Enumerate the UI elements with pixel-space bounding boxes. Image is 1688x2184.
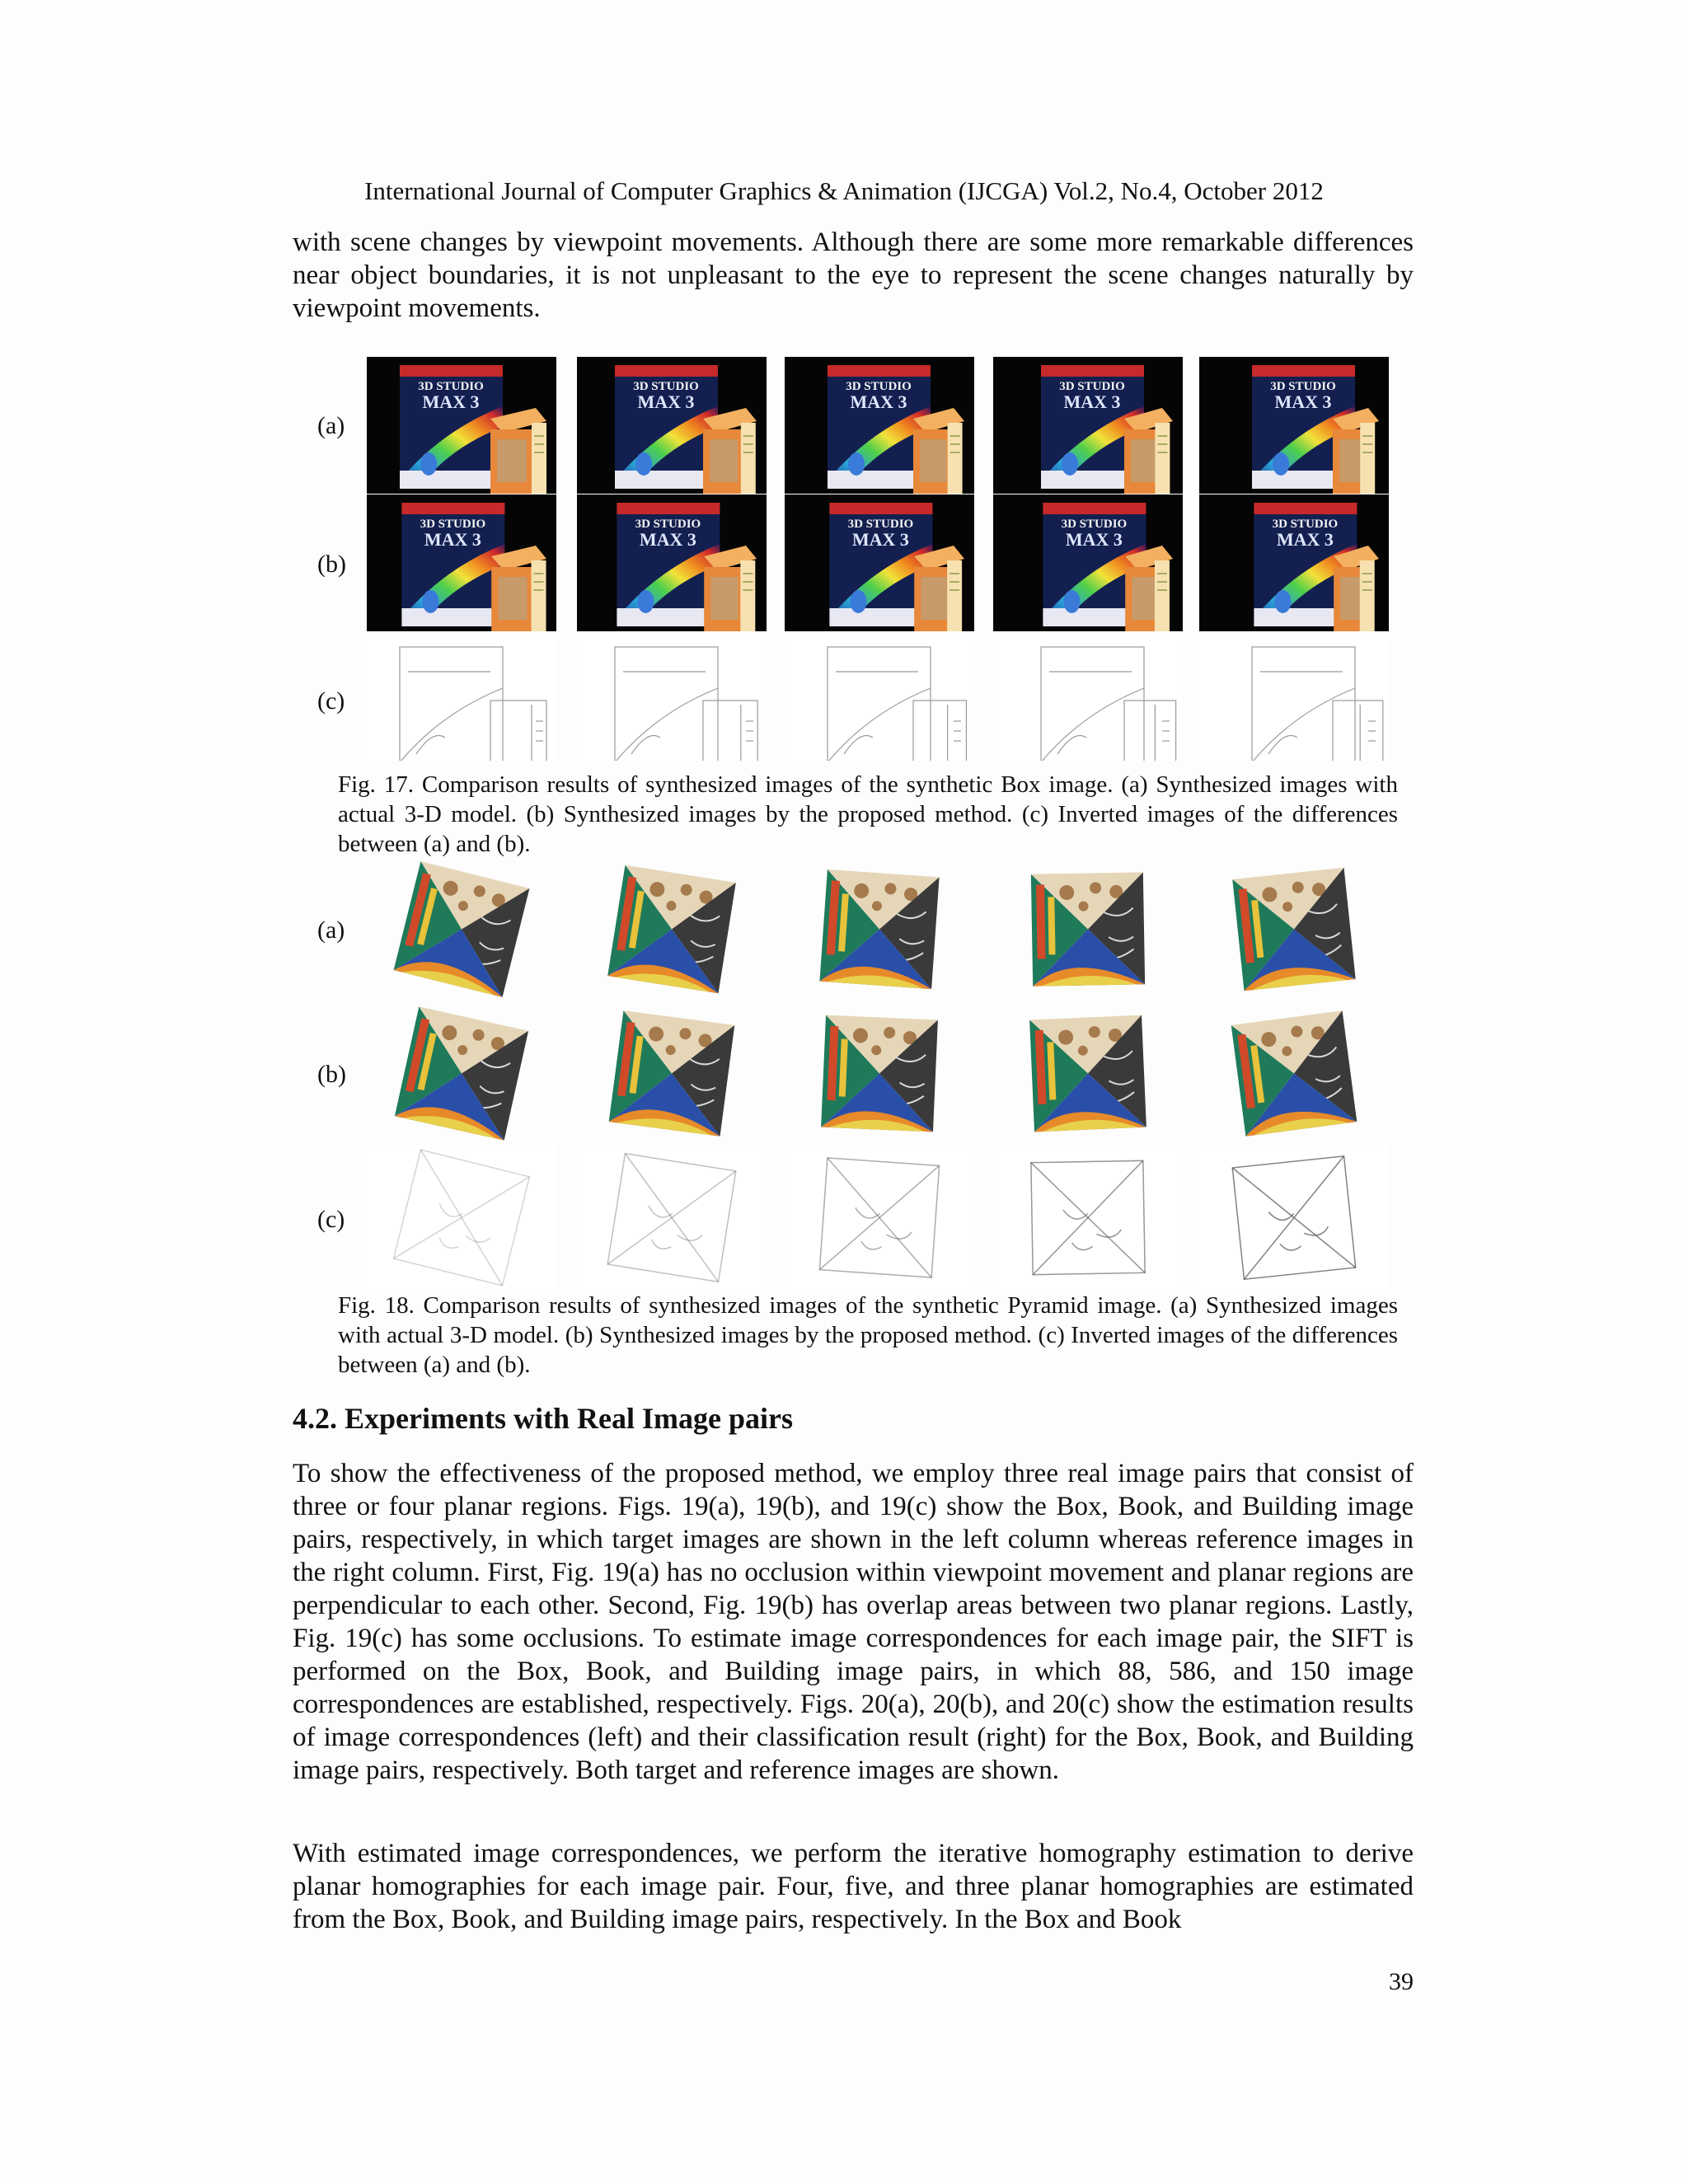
fig18-image-b-5: [1199, 1001, 1389, 1146]
fig18-image-a-4: [993, 857, 1183, 1001]
fig17-image-b-4: [993, 494, 1183, 631]
svg-text:MAX 3: MAX 3: [424, 529, 481, 550]
fig17-image-c-2: [577, 639, 767, 761]
svg-text:MAX 3: MAX 3: [637, 391, 695, 412]
svg-text:MAX 3: MAX 3: [422, 391, 480, 412]
figure-17-caption: Fig. 17. Comparison results of synthesized images of the synthetic Box image. (a) Synthesized images with actual 3-D model. (b) Synthesized images by the proposed method. (c) Inverted images of the differences between (a) and (b).: [338, 771, 1398, 857]
svg-text:3D STUDIO: 3D STUDIO: [1270, 380, 1336, 393]
fig18-image-a-2: [577, 857, 767, 1001]
svg-text:MAX 3: MAX 3: [1276, 529, 1334, 550]
svg-text:3D STUDIO: 3D STUDIO: [846, 380, 912, 393]
svg-text:3D STUDIO: 3D STUDIO: [1061, 518, 1128, 531]
svg-text:MAX 3: MAX 3: [1065, 529, 1123, 550]
fig17-image-c-5: [1199, 639, 1389, 761]
fig18-image-c-4: [993, 1146, 1183, 1290]
fig17-image-a-2: [577, 357, 767, 494]
page-number: 39: [1389, 1968, 1414, 1995]
fig17-image-c-1: [367, 639, 556, 761]
fig18-image-b-3: [785, 1001, 974, 1146]
svg-text:3D STUDIO: 3D STUDIO: [420, 518, 486, 531]
fig17-image-a-4: [993, 357, 1183, 494]
svg-text:MAX 3: MAX 3: [1274, 391, 1332, 412]
fig17-image-c-4: [993, 639, 1183, 761]
fig18-image-b-2: [577, 1001, 767, 1146]
fig18-image-a-3: [785, 857, 974, 1001]
fig18-image-b-4: [993, 1001, 1183, 1146]
fig17-image-b-1: [367, 494, 556, 631]
fig18-image-c-3: [785, 1146, 974, 1290]
fig17-image-a-3: [785, 357, 974, 494]
svg-text:3D STUDIO: 3D STUDIO: [1272, 518, 1339, 531]
figure-18-caption: Fig. 18. Comparison results of synthesized images of the synthetic Pyramid image. (a) Synthesized images with actual 3-D model. (b) Synthesized images by the proposed method. (c) Inverted images of the differences between (a) and (b).: [338, 1292, 1398, 1378]
svg-text:3D STUDIO: 3D STUDIO: [847, 518, 914, 531]
fig17-row-label-c: (c): [317, 687, 345, 715]
svg-text:3D STUDIO: 3D STUDIO: [1059, 380, 1125, 393]
fig17-image-c-3: [785, 639, 974, 761]
fig17-row-label-b: (b): [317, 551, 346, 578]
svg-text:3D STUDIO: 3D STUDIO: [635, 518, 701, 531]
fig17-image-a-5: [1199, 357, 1389, 494]
fig17-image-b-3: [785, 494, 974, 631]
svg-text:MAX 3: MAX 3: [851, 529, 909, 550]
fig18-image-c-2: [577, 1146, 767, 1290]
svg-text:MAX 3: MAX 3: [1063, 391, 1121, 412]
svg-text:MAX 3: MAX 3: [639, 529, 696, 550]
fig17-image-a-1: [367, 357, 556, 494]
fig18-image-c-5: [1199, 1146, 1389, 1290]
body-paragraph-2: With estimated image correspondences, we perform the iterative homography estimation to derive planar homographies for each image pair. Four, five, and three planar homographies are estimated from the Box, Book, and Building image pairs, respectively. In the Box and Book: [293, 1839, 1414, 1934]
fig17-image-b-2: [577, 494, 767, 631]
svg-text:3D STUDIO: 3D STUDIO: [633, 380, 699, 393]
fig18-row-label-a: (a): [317, 916, 345, 944]
fig17-row-label-a: (a): [317, 412, 345, 439]
fig17-image-b-5: [1199, 494, 1389, 631]
fig18-image-c-1: [367, 1146, 556, 1290]
fig18-row-label-c: (c): [317, 1206, 345, 1233]
fig18-image-a-1: [367, 857, 556, 1001]
fig18-row-label-b: (b): [317, 1061, 346, 1088]
intro-paragraph: with scene changes by viewpoint movements. Although there are some more remarkable differences near object boundaries, it is not unpleasant to the eye to represent the scene changes naturally by viewpoint movements.: [293, 227, 1414, 323]
fig18-image-a-5: [1199, 857, 1389, 1001]
section-heading: 4.2. Experiments with Real Image pairs: [293, 1402, 793, 1435]
svg-text:MAX 3: MAX 3: [850, 391, 907, 412]
body-paragraph-1: To show the effectiveness of the proposed method, we employ three real image pairs that consist of three or four planar regions. Figs. 19(a), 19(b), and 19(c) show the Box, Book, and Building image pairs, respectively, in which target images are shown in the left column whereas reference images in the right column. First, Fig. 19(a) has no occlusion within viewpoint movement and planar regions are perpendicular to each other. Second, Fig. 19(b) has overlap areas between two planar regions. Lastly, Fig. 19(c) has some occlusions. To estimate image correspondences for each image pair, the SIFT is performed on the Box, Book, and Building image pairs, in which 88, 586, and 150 image correspondences are established, respectively. Figs. 20(a), 20(b), and 20(c) show the estimation results of image correspondences (left) and their classification result (right) for the Box, Book, and Building image pairs, respectively. Both target and reference images are shown.: [293, 1459, 1414, 1785]
fig18-image-b-1: [367, 1001, 556, 1146]
journal-header: International Journal of Computer Graphics & Animation (IJCGA) Vol.2, No.4, October 2012: [364, 176, 1324, 205]
svg-text:3D STUDIO: 3D STUDIO: [418, 380, 484, 393]
